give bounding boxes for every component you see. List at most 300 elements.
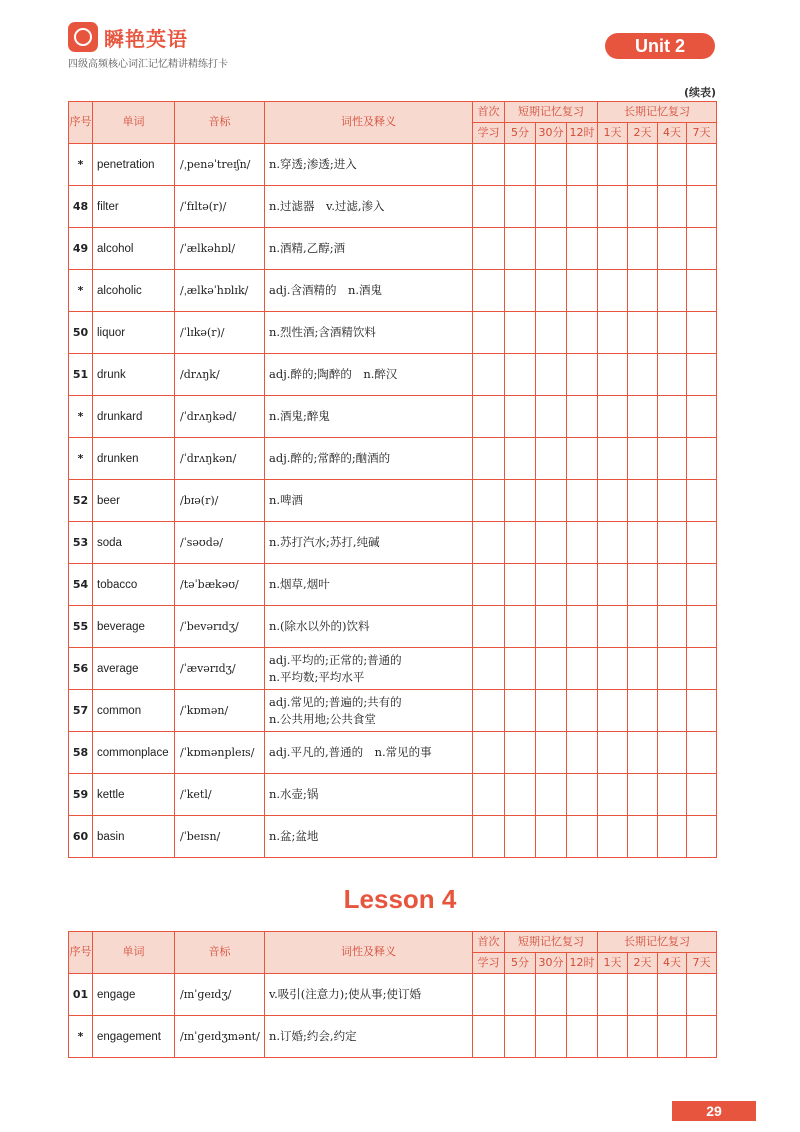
slot-2day: 2天 — [628, 953, 658, 974]
review-checkbox[interactable] — [567, 606, 598, 648]
review-checkbox[interactable] — [473, 774, 505, 816]
review-checkbox[interactable] — [505, 648, 536, 690]
review-checkbox[interactable] — [598, 606, 628, 648]
row-number: * — [69, 270, 93, 312]
col-long-review-header: 长期记忆复习 — [598, 932, 717, 953]
col-phonetic-header: 音标 — [175, 102, 265, 144]
review-checkbox[interactable] — [473, 690, 505, 732]
row-number: 55 — [69, 606, 93, 648]
phonetic-cell: /ˈsəʊdə/ — [175, 522, 265, 564]
review-checkbox[interactable] — [628, 564, 658, 606]
review-checkbox[interactable] — [687, 438, 717, 480]
phonetic-cell: /ˈfɪltə(r)/ — [175, 186, 265, 228]
slot-30min: 30分 — [536, 123, 567, 144]
meaning-line: n.酒鬼;醉鬼 — [269, 409, 330, 424]
review-checkbox[interactable] — [473, 606, 505, 648]
review-checkbox[interactable] — [567, 564, 598, 606]
phonetic-cell: /ˈkɒmənpleɪs/ — [175, 732, 265, 774]
meaning-line: n.公共用地;公共食堂 — [269, 711, 376, 726]
review-checkbox[interactable] — [505, 974, 536, 1016]
review-checkbox[interactable] — [536, 270, 567, 312]
review-checkbox[interactable] — [628, 396, 658, 438]
table-row — [69, 816, 717, 858]
review-checkbox[interactable] — [628, 606, 658, 648]
review-checkbox[interactable] — [658, 354, 687, 396]
review-checkbox[interactable] — [687, 480, 717, 522]
row-number: 50 — [69, 312, 93, 354]
review-checkbox[interactable] — [628, 144, 658, 186]
review-checkbox[interactable] — [505, 186, 536, 228]
review-checkbox[interactable] — [567, 144, 598, 186]
word-cell: drunken — [93, 438, 175, 480]
review-checkbox[interactable] — [598, 270, 628, 312]
review-checkbox[interactable] — [473, 816, 505, 858]
word-cell: drunkard — [93, 396, 175, 438]
col-first-study-header-b: 学习 — [473, 953, 505, 974]
review-checkbox[interactable] — [505, 354, 536, 396]
col-short-review-header: 短期记忆复习 — [505, 932, 598, 953]
review-checkbox[interactable] — [536, 774, 567, 816]
review-checkbox[interactable] — [567, 312, 598, 354]
review-checkbox[interactable] — [658, 438, 687, 480]
slot-30min: 30分 — [536, 953, 567, 974]
meaning-cell — [265, 228, 473, 270]
review-checkbox[interactable] — [598, 186, 628, 228]
review-checkbox[interactable] — [567, 1016, 598, 1058]
review-checkbox[interactable] — [658, 144, 687, 186]
review-checkbox[interactable] — [687, 606, 717, 648]
meaning-cell — [265, 564, 473, 606]
meaning-line: n.酒精,乙醇;酒 — [269, 241, 346, 256]
meaning-line: adj.含酒精的 n.酒鬼 — [269, 283, 383, 298]
row-number: * — [69, 144, 93, 186]
meaning-line: n.啤酒 — [269, 493, 304, 508]
review-checkbox[interactable] — [473, 396, 505, 438]
review-checkbox[interactable] — [628, 816, 658, 858]
phonetic-cell: /ˈdrʌŋkəd/ — [175, 396, 265, 438]
table-row — [69, 396, 717, 438]
table-row — [69, 438, 717, 480]
row-number: 56 — [69, 648, 93, 690]
brand-name: 瞬艳英语 — [104, 27, 188, 51]
row-number: 59 — [69, 774, 93, 816]
review-checkbox[interactable] — [658, 1016, 687, 1058]
review-checkbox[interactable] — [536, 974, 567, 1016]
review-checkbox[interactable] — [658, 774, 687, 816]
meaning-line: n.烈性酒;含酒精饮料 — [269, 325, 376, 340]
col-seq-header: 序号 — [69, 102, 93, 144]
review-checkbox[interactable] — [505, 228, 536, 270]
page-number: 29 — [672, 1101, 756, 1121]
word-cell: tobacco — [93, 564, 175, 606]
brand-logo-icon — [68, 22, 98, 52]
review-checkbox[interactable] — [505, 816, 536, 858]
row-number: * — [69, 438, 93, 480]
review-checkbox[interactable] — [628, 522, 658, 564]
slot-4day: 4天 — [658, 123, 687, 144]
review-checkbox[interactable] — [687, 1016, 717, 1058]
review-checkbox[interactable] — [687, 648, 717, 690]
review-checkbox[interactable] — [628, 354, 658, 396]
review-checkbox[interactable] — [567, 774, 598, 816]
review-checkbox[interactable] — [658, 648, 687, 690]
phonetic-cell: /ɪnˈɡeɪdʒ/ — [175, 974, 265, 1016]
review-checkbox[interactable] — [687, 774, 717, 816]
review-checkbox[interactable] — [505, 522, 536, 564]
review-checkbox[interactable] — [658, 522, 687, 564]
slot-7day: 7天 — [687, 953, 717, 974]
meaning-cell — [265, 974, 473, 1016]
review-checkbox[interactable] — [598, 480, 628, 522]
review-checkbox[interactable] — [628, 648, 658, 690]
review-checkbox[interactable] — [536, 648, 567, 690]
meaning-cell — [265, 1016, 473, 1058]
review-checkbox[interactable] — [628, 270, 658, 312]
word-cell: beverage — [93, 606, 175, 648]
table-row — [69, 648, 717, 690]
word-cell: penetration — [93, 144, 175, 186]
review-checkbox[interactable] — [567, 974, 598, 1016]
review-checkbox[interactable] — [505, 480, 536, 522]
book-subtitle: 四级高频核心词汇记忆精讲精练打卡 — [68, 59, 228, 70]
col-first-study-header-a: 首次 — [473, 932, 505, 953]
review-checkbox[interactable] — [598, 396, 628, 438]
slot-5min: 5分 — [505, 123, 536, 144]
meaning-line: n.水壶;锅 — [269, 787, 319, 802]
review-checkbox[interactable] — [505, 1016, 536, 1058]
review-checkbox[interactable] — [536, 396, 567, 438]
slot-7day: 7天 — [687, 123, 717, 144]
row-number: 51 — [69, 354, 93, 396]
review-checkbox[interactable] — [473, 480, 505, 522]
phonetic-cell: /ˈlɪkə(r)/ — [175, 312, 265, 354]
review-checkbox[interactable] — [567, 186, 598, 228]
phonetic-cell: /ˈketl/ — [175, 774, 265, 816]
phonetic-cell: /ˌælkəˈhɒlɪk/ — [175, 270, 265, 312]
review-checkbox[interactable] — [598, 732, 628, 774]
phonetic-cell: /ɪnˈɡeɪdʒmənt/ — [175, 1016, 265, 1058]
word-cell: beer — [93, 480, 175, 522]
review-checkbox[interactable] — [473, 438, 505, 480]
phonetic-cell: /ˈdrʌŋkən/ — [175, 438, 265, 480]
row-number: 49 — [69, 228, 93, 270]
review-checkbox[interactable] — [658, 690, 687, 732]
review-checkbox[interactable] — [567, 480, 598, 522]
table-row — [69, 354, 717, 396]
review-checkbox[interactable] — [598, 354, 628, 396]
word-cell: liquor — [93, 312, 175, 354]
review-checkbox[interactable] — [658, 312, 687, 354]
row-number: 58 — [69, 732, 93, 774]
row-number: 54 — [69, 564, 93, 606]
review-checkbox[interactable] — [505, 144, 536, 186]
unit-vocab-table — [68, 101, 717, 858]
meaning-cell — [265, 438, 473, 480]
table-row — [69, 522, 717, 564]
review-checkbox[interactable] — [473, 186, 505, 228]
review-checkbox[interactable] — [658, 732, 687, 774]
review-checkbox[interactable] — [687, 974, 717, 1016]
meaning-cell — [265, 522, 473, 564]
word-cell: engagement — [93, 1016, 175, 1058]
word-cell: alcohol — [93, 228, 175, 270]
review-checkbox[interactable] — [658, 480, 687, 522]
review-checkbox[interactable] — [473, 312, 505, 354]
review-checkbox[interactable] — [658, 974, 687, 1016]
review-checkbox[interactable] — [473, 228, 505, 270]
review-checkbox[interactable] — [598, 974, 628, 1016]
word-cell: average — [93, 648, 175, 690]
review-checkbox[interactable] — [598, 522, 628, 564]
word-cell: soda — [93, 522, 175, 564]
review-checkbox[interactable] — [567, 732, 598, 774]
review-checkbox[interactable] — [658, 606, 687, 648]
review-checkbox[interactable] — [536, 228, 567, 270]
review-checkbox[interactable] — [687, 354, 717, 396]
review-checkbox[interactable] — [536, 732, 567, 774]
review-checkbox[interactable] — [658, 564, 687, 606]
review-checkbox[interactable] — [473, 144, 505, 186]
review-checkbox[interactable] — [505, 396, 536, 438]
phonetic-cell: /ˈælkəhɒl/ — [175, 228, 265, 270]
review-checkbox[interactable] — [687, 564, 717, 606]
table-row — [69, 564, 717, 606]
col-short-review-header: 短期记忆复习 — [505, 102, 598, 123]
meaning-line: n.(除水以外的)饮料 — [269, 619, 370, 634]
review-checkbox[interactable] — [536, 354, 567, 396]
review-checkbox[interactable] — [598, 816, 628, 858]
table-row — [69, 974, 717, 1016]
phonetic-cell: /ˈbeɪsn/ — [175, 816, 265, 858]
review-checkbox[interactable] — [598, 648, 628, 690]
review-checkbox[interactable] — [567, 270, 598, 312]
meaning-cell — [265, 480, 473, 522]
review-checkbox[interactable] — [598, 690, 628, 732]
slot-1day: 1天 — [598, 123, 628, 144]
meaning-line: n.过滤器 v.过滤,渗入 — [269, 199, 385, 214]
table-row — [69, 228, 717, 270]
review-checkbox[interactable] — [658, 816, 687, 858]
table-row — [69, 690, 717, 732]
col-meaning-header: 词性及释义 — [265, 932, 473, 974]
word-cell: commonplace — [93, 732, 175, 774]
review-checkbox[interactable] — [687, 690, 717, 732]
review-checkbox[interactable] — [567, 438, 598, 480]
review-checkbox[interactable] — [567, 396, 598, 438]
col-word-header: 单词 — [93, 932, 175, 974]
review-checkbox[interactable] — [687, 522, 717, 564]
col-first-study-header-b: 学习 — [473, 123, 505, 144]
slot-12h: 12时 — [567, 953, 598, 974]
review-checkbox[interactable] — [473, 564, 505, 606]
phonetic-cell: /təˈbækəʊ/ — [175, 564, 265, 606]
row-number: 60 — [69, 816, 93, 858]
meaning-line: n.平均数;平均水平 — [269, 669, 365, 684]
review-checkbox[interactable] — [536, 1016, 567, 1058]
lesson-vocab-table — [68, 931, 717, 1058]
review-checkbox[interactable] — [687, 816, 717, 858]
review-checkbox[interactable] — [658, 396, 687, 438]
table-row — [69, 606, 717, 648]
review-checkbox[interactable] — [598, 438, 628, 480]
table-row — [69, 270, 717, 312]
review-checkbox[interactable] — [473, 522, 505, 564]
review-checkbox[interactable] — [628, 438, 658, 480]
review-checkbox[interactable] — [505, 732, 536, 774]
review-checkbox[interactable] — [628, 1016, 658, 1058]
review-checkbox[interactable] — [628, 480, 658, 522]
phonetic-cell: /ˈævərɪdʒ/ — [175, 648, 265, 690]
meaning-cell — [265, 648, 473, 690]
review-checkbox[interactable] — [536, 816, 567, 858]
review-checkbox[interactable] — [658, 228, 687, 270]
review-checkbox[interactable] — [687, 396, 717, 438]
slot-4day: 4天 — [658, 953, 687, 974]
review-checkbox[interactable] — [628, 974, 658, 1016]
review-checkbox[interactable] — [687, 228, 717, 270]
review-checkbox[interactable] — [658, 270, 687, 312]
meaning-line: adj.常见的;普遍的;共有的 — [269, 694, 402, 709]
review-checkbox[interactable] — [505, 270, 536, 312]
review-checkbox[interactable] — [505, 564, 536, 606]
review-checkbox[interactable] — [473, 974, 505, 1016]
word-cell: common — [93, 690, 175, 732]
review-checkbox[interactable] — [567, 228, 598, 270]
review-checkbox[interactable] — [658, 186, 687, 228]
table-row — [69, 186, 717, 228]
review-checkbox[interactable] — [567, 690, 598, 732]
meaning-line: adj.醉的;常醉的;酗酒的 — [269, 451, 391, 466]
phonetic-cell: /ˈkɒmən/ — [175, 690, 265, 732]
word-cell: basin — [93, 816, 175, 858]
word-cell: drunk — [93, 354, 175, 396]
slot-2day: 2天 — [628, 123, 658, 144]
meaning-line: adj.平均的;正常的;普通的 — [269, 652, 402, 667]
review-checkbox[interactable] — [473, 354, 505, 396]
col-seq-header: 序号 — [69, 932, 93, 974]
word-cell: kettle — [93, 774, 175, 816]
review-checkbox[interactable] — [505, 438, 536, 480]
review-checkbox[interactable] — [536, 564, 567, 606]
review-checkbox[interactable] — [536, 690, 567, 732]
review-checkbox[interactable] — [628, 312, 658, 354]
review-checkbox[interactable] — [628, 228, 658, 270]
row-number: 52 — [69, 480, 93, 522]
unit-badge: Unit 2 — [605, 33, 715, 59]
meaning-cell — [265, 732, 473, 774]
row-number: * — [69, 1016, 93, 1058]
review-checkbox[interactable] — [687, 732, 717, 774]
review-checkbox[interactable] — [687, 186, 717, 228]
row-number: 57 — [69, 690, 93, 732]
review-checkbox[interactable] — [536, 606, 567, 648]
meaning-cell — [265, 816, 473, 858]
meaning-line: n.订婚;约会,约定 — [269, 1029, 357, 1044]
review-checkbox[interactable] — [598, 228, 628, 270]
col-long-review-header: 长期记忆复习 — [598, 102, 717, 123]
word-cell: filter — [93, 186, 175, 228]
col-meaning-header: 词性及释义 — [265, 102, 473, 144]
review-checkbox[interactable] — [505, 312, 536, 354]
table-row — [69, 774, 717, 816]
review-checkbox[interactable] — [598, 312, 628, 354]
word-cell: engage — [93, 974, 175, 1016]
review-checkbox[interactable] — [536, 312, 567, 354]
review-checkbox[interactable] — [687, 270, 717, 312]
meaning-cell — [265, 354, 473, 396]
review-checkbox[interactable] — [628, 186, 658, 228]
review-checkbox[interactable] — [536, 522, 567, 564]
col-word-header: 单词 — [93, 102, 175, 144]
review-checkbox[interactable] — [567, 354, 598, 396]
meaning-cell — [265, 690, 473, 732]
continued-label: (续表) — [683, 86, 716, 99]
review-checkbox[interactable] — [598, 774, 628, 816]
review-checkbox[interactable] — [598, 564, 628, 606]
meaning-cell — [265, 270, 473, 312]
phonetic-cell: /ˌpenəˈtreɪʃn/ — [175, 144, 265, 186]
review-checkbox[interactable] — [505, 690, 536, 732]
meaning-line: v.吸引(注意力);使从事;使订婚 — [269, 987, 422, 1002]
meaning-cell — [265, 396, 473, 438]
meaning-cell — [265, 312, 473, 354]
col-first-study-header-a: 首次 — [473, 102, 505, 123]
slot-5min: 5分 — [505, 953, 536, 974]
meaning-cell — [265, 606, 473, 648]
review-checkbox[interactable] — [598, 144, 628, 186]
table-row — [69, 732, 717, 774]
review-checkbox[interactable] — [628, 774, 658, 816]
meaning-cell — [265, 186, 473, 228]
meaning-line: adj.醉的;陶醉的 n.醉汉 — [269, 367, 398, 382]
review-checkbox[interactable] — [473, 732, 505, 774]
review-checkbox[interactable] — [687, 312, 717, 354]
meaning-cell — [265, 144, 473, 186]
row-number: 01 — [69, 974, 93, 1016]
meaning-cell — [265, 774, 473, 816]
review-checkbox[interactable] — [687, 144, 717, 186]
meaning-line: n.盆;盆地 — [269, 829, 319, 844]
review-checkbox[interactable] — [536, 438, 567, 480]
word-cell: alcoholic — [93, 270, 175, 312]
review-checkbox[interactable] — [473, 648, 505, 690]
review-checkbox[interactable] — [536, 186, 567, 228]
review-checkbox[interactable] — [598, 1016, 628, 1058]
review-checkbox[interactable] — [536, 144, 567, 186]
col-phonetic-header: 音标 — [175, 932, 265, 974]
row-number: 48 — [69, 186, 93, 228]
review-checkbox[interactable] — [567, 522, 598, 564]
review-checkbox[interactable] — [473, 270, 505, 312]
table-row — [69, 144, 717, 186]
row-number: * — [69, 396, 93, 438]
phonetic-cell: /ˈbevərɪdʒ/ — [175, 606, 265, 648]
review-checkbox[interactable] — [505, 606, 536, 648]
meaning-line: n.穿透;渗透;进入 — [269, 157, 357, 172]
review-checkbox[interactable] — [567, 648, 598, 690]
review-checkbox[interactable] — [473, 1016, 505, 1058]
table-row — [69, 480, 717, 522]
phonetic-cell: /bɪə(r)/ — [175, 480, 265, 522]
phonetic-cell: /drʌŋk/ — [175, 354, 265, 396]
review-checkbox[interactable] — [536, 480, 567, 522]
review-checkbox[interactable] — [567, 816, 598, 858]
review-checkbox[interactable] — [628, 732, 658, 774]
review-checkbox[interactable] — [628, 690, 658, 732]
slot-12h: 12时 — [567, 123, 598, 144]
table-row — [69, 312, 717, 354]
review-checkbox[interactable] — [505, 774, 536, 816]
